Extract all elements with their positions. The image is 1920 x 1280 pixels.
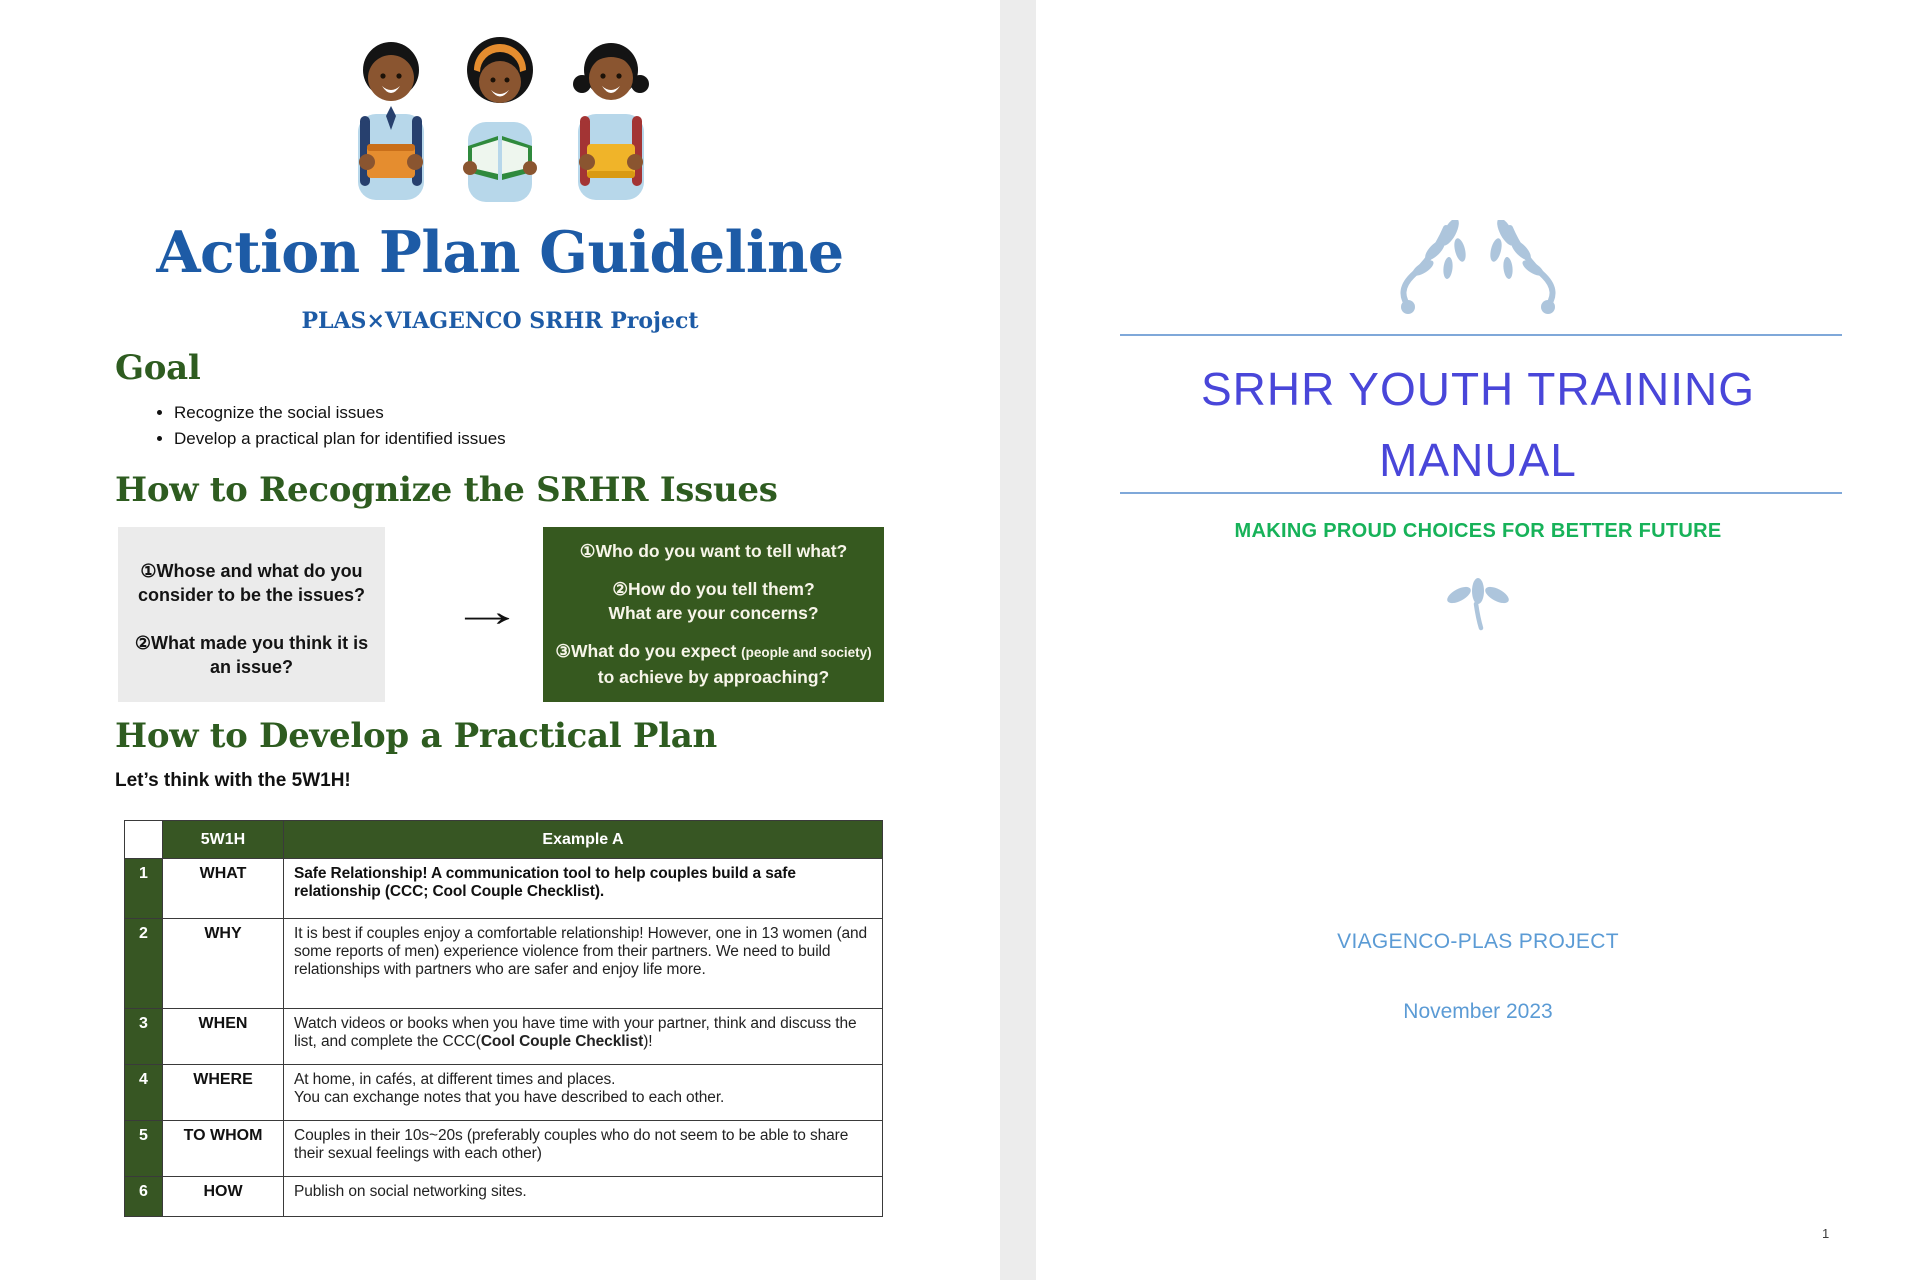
- goal-bullet: • Develop a practical plan for identified issues: [174, 426, 506, 452]
- row-text: It is best if couples enjoy a comfortable relationship! However, one in 13 women (and some reports of men) experience violence from their partners. We need to build relationships with partners who are safer and enjoy life more.: [284, 919, 883, 1009]
- issues-question-box: [118, 527, 385, 702]
- flourish-ornament-icon: [1388, 220, 1568, 320]
- students-illustration: [320, 18, 680, 213]
- cover-title-line1: SRHR YOUTH TRAINING: [1200, 363, 1756, 415]
- cover-title-line2: MANUAL: [1379, 434, 1577, 486]
- goal-bullet: • Recognize the social issues: [174, 400, 506, 426]
- page-gutter: [1000, 0, 1036, 1280]
- cover-date: November 2023: [1403, 1000, 1553, 1023]
- cover-tagline: MAKING PROUD CHOICES FOR BETTER FUTURE: [1234, 520, 1722, 542]
- develop-subheading: Let’s think with the 5W1H!: [115, 770, 351, 791]
- table-row-how: [125, 1177, 883, 1217]
- row-number: 4: [125, 1065, 163, 1121]
- goal-heading: Goal: [115, 348, 201, 388]
- page-right-cover: [1036, 0, 1920, 1280]
- cover-organization: VIAGENCO-PLAS PROJECT: [1337, 930, 1619, 953]
- row-text: Couples in their 10s~20s (preferably couples who do not seem to be able to share their sexual feelings with each other): [284, 1121, 883, 1177]
- page-number: 1: [1822, 1226, 1830, 1241]
- table-header-5w1h: 5W1H: [163, 821, 284, 859]
- row-label: WHAT: [163, 859, 284, 919]
- cover-title: [1036, 354, 1920, 496]
- row-text: Publish on social networking sites.: [284, 1177, 883, 1217]
- leaf-ornament-icon: [1442, 578, 1514, 637]
- table-header-row: [125, 821, 883, 859]
- row-text: Watch videos or books when you have time with your partner, think and discuss the list, and complete the CCC(Cool Couple Checklist)!: [284, 1009, 883, 1065]
- row-number: 5: [125, 1121, 163, 1177]
- table-header-example: Example A: [284, 821, 883, 859]
- issues-question-1: ①Whose and what do you consider to be the issues?: [137, 561, 366, 605]
- approach-question-box: [543, 527, 884, 702]
- arrow-right-icon: →: [449, 587, 525, 636]
- row-label: HOW: [163, 1177, 284, 1217]
- project-subtitle: PLAS×VIAGENCO SRHR Project: [301, 308, 699, 334]
- row-number: 1: [125, 859, 163, 919]
- row-label: TO WHOM: [163, 1121, 284, 1177]
- row-number: 6: [125, 1177, 163, 1217]
- students-illustration-svg: [320, 18, 680, 213]
- row-text: At home, in cafés, at different times and places. You can exchange notes that you have described to each other.: [284, 1065, 883, 1121]
- cover-divider-top: [1120, 334, 1842, 336]
- approach-question-3: ③What do you expect (people and society) to achieve by approaching?: [555, 641, 872, 687]
- page-title: Action Plan Guideline: [156, 219, 844, 286]
- issues-question-2: ②What made you think it is an issue?: [134, 633, 369, 677]
- approach-question-1: ①Who do you want to tell what?: [579, 541, 848, 561]
- table-header-blank: [125, 821, 163, 859]
- row-number: 2: [125, 919, 163, 1009]
- row-label: WHY: [163, 919, 284, 1009]
- 5w1h-table: [124, 820, 883, 1217]
- table-row-why: [125, 919, 883, 1009]
- row-label: WHERE: [163, 1065, 284, 1121]
- cover-divider-bottom: [1120, 492, 1842, 494]
- table-row-what: [125, 859, 883, 919]
- row-label: WHEN: [163, 1009, 284, 1065]
- goal-bullet-list: [152, 400, 506, 452]
- table-row-to-whom: [125, 1121, 883, 1177]
- recognize-diagram: [0, 527, 1000, 702]
- row-text: Safe Relationship! A communication tool to help couples build a safe relationship (CCC; Cool Couple Checklist).: [284, 859, 883, 919]
- table-row-when: [125, 1009, 883, 1065]
- develop-heading: How to Develop a Practical Plan: [115, 716, 717, 756]
- table-row-where: [125, 1065, 883, 1121]
- recognize-heading: How to Recognize the SRHR Issues: [115, 470, 778, 510]
- row-number: 3: [125, 1009, 163, 1065]
- approach-question-2: ②How do you tell them? What are your concerns?: [608, 579, 819, 623]
